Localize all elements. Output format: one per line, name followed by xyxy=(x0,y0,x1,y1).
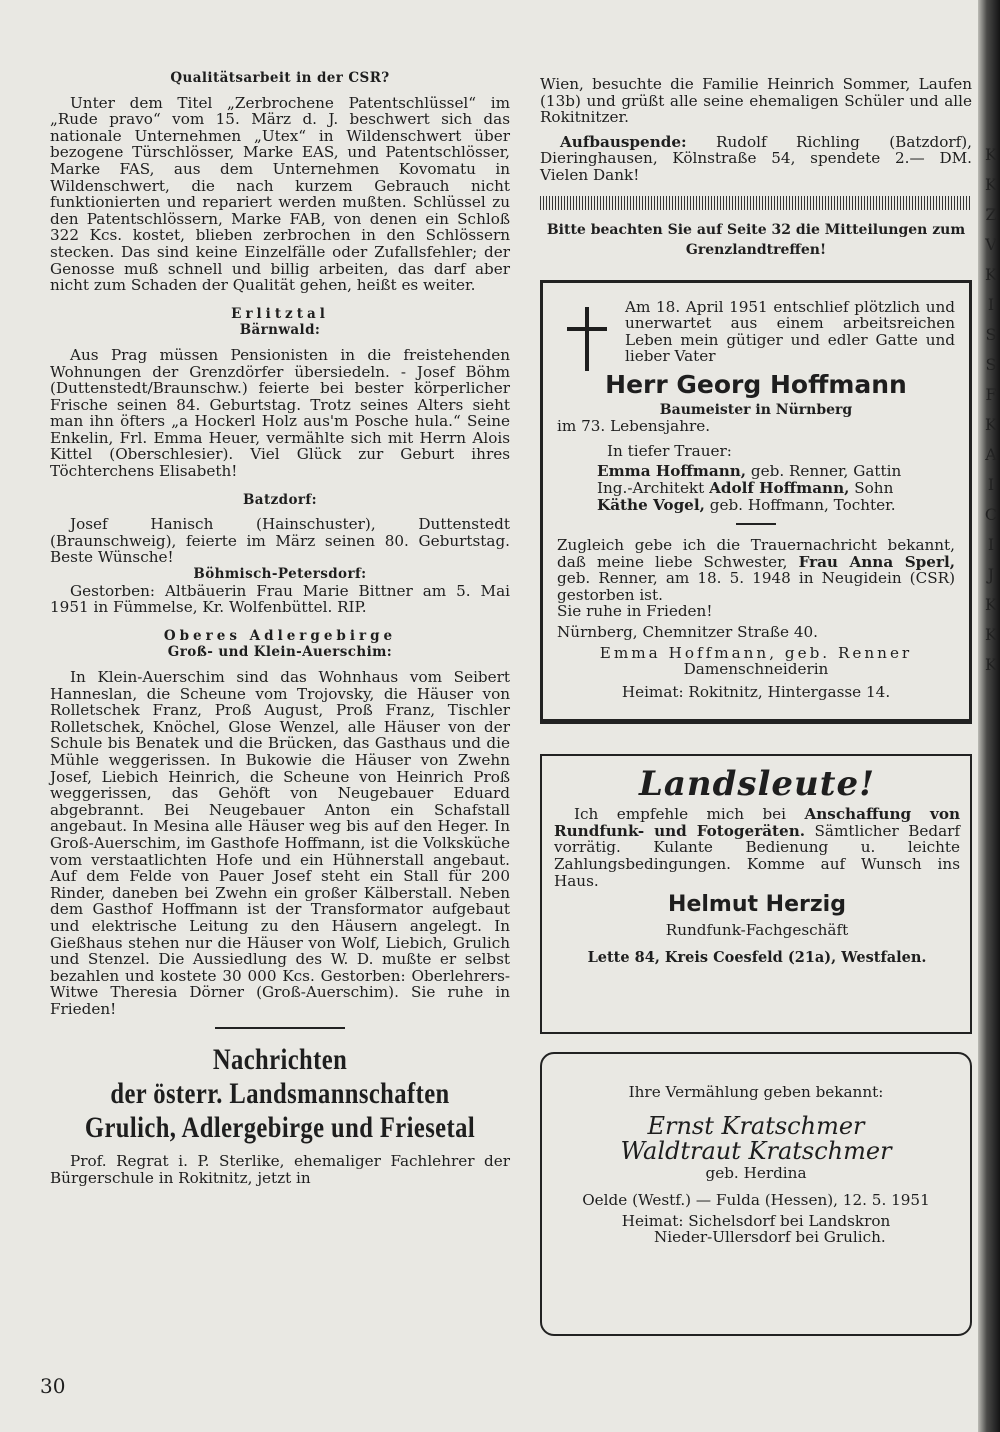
second-notice-rip: Sie ruhe in Frieden! xyxy=(557,602,713,621)
adjacent-page-letter: C xyxy=(984,505,998,524)
obituary-divider xyxy=(736,523,776,525)
section-divider xyxy=(215,1027,345,1029)
obituary-signer: Emma Hoffmann, geb. Renner xyxy=(599,643,913,662)
obituary-homeland: Heimat: Rokitnitz, Hintergasse 14. xyxy=(621,682,891,701)
mourner-2-profession: Ing.-Architekt xyxy=(597,478,705,497)
region-heading-adlergebirge: Oberes Adlergebirge xyxy=(163,627,397,644)
mourning-label: In tiefer Trauer: xyxy=(607,441,732,460)
place-heading-batzdorf: Batzdorf: xyxy=(242,491,317,508)
adjacent-page-letter: J xyxy=(987,565,995,584)
article-sterlike-continued: Wien, besuchte die Familie Heinrich Sommer, Laufen (13b) und grüßt alle seine ehemaligen Schüler und alle Rokitnitzer. xyxy=(540,75,972,127)
adjacent-page-letter: K xyxy=(985,655,997,674)
place-heading-boehmisch-petersdorf: Böhmisch-Petersdorf: xyxy=(193,566,367,583)
mourner-3-name: Käthe Vogel, xyxy=(597,495,705,514)
adjacent-page-letter: I xyxy=(987,535,995,554)
second-notice-intro: Zugleich gebe ich die Trauernachricht bekannt, daß meine liebe Schwester, xyxy=(557,536,955,571)
obituary-intro: Am 18. April 1951 entschlief plötzlich und unerwartet aus einem arbeitsreichen Leben mein gütiger und edler Gatte und lieber Vater xyxy=(625,297,955,366)
ad-text-intro: Ich empfehle mich bei xyxy=(574,805,787,824)
advertisement-box xyxy=(540,754,972,1034)
obituary-box xyxy=(540,280,972,724)
adjacent-page-letter: K xyxy=(985,145,997,164)
adjacent-page-letter: I xyxy=(987,475,995,494)
mourner-1-detail: geb. Renner, Gattin xyxy=(750,462,902,481)
place-heading-baernwald: Bärnwald: xyxy=(239,322,321,339)
big-title-line-2: der österr. Landsmannschaften xyxy=(110,1077,450,1111)
ad-text xyxy=(554,806,960,889)
adjacent-page-letter: K xyxy=(985,265,997,284)
deceased-title: Baumeister in Nürnberg xyxy=(659,401,853,418)
adjacent-page-letter: I xyxy=(987,295,995,314)
section-heading-quality: Qualitätsarbeit in der CSR? xyxy=(170,70,390,86)
second-deceased-name: Frau Anna Sperl, xyxy=(798,552,956,571)
left-column xyxy=(50,70,510,1187)
deceased-age: im 73. Lebensjahre. xyxy=(557,417,711,436)
adjacent-page-letter: F xyxy=(985,385,997,404)
page-number: 30 xyxy=(40,1374,66,1398)
second-notice xyxy=(557,537,955,603)
adjacent-page-letter: K xyxy=(985,415,997,434)
dotted-divider xyxy=(540,196,972,210)
place-heading-auerschim: Groß- und Klein-Auerschim: xyxy=(167,644,393,661)
ad-address: Lette 84, Kreis Coesfeld (21a), Westfalen. xyxy=(587,949,927,967)
mourner-3-detail: geb. Hoffmann, Tochter. xyxy=(709,495,896,514)
wedding-homeland-2: Nieder-Ullersdorf bei Grulich. xyxy=(654,1228,886,1247)
mourner-2-detail: Sohn xyxy=(854,478,894,497)
obituary-address: Nürnberg, Chemnitzer Straße 40. xyxy=(557,623,819,642)
ad-text-rest: Sämtlicher Bedarf vorrätig. Kulante Bedienung u. leichte Zahlungsbedingungen. Komme auf Wunsch ins Haus. xyxy=(554,821,961,890)
donation-text: Rudolf Richling (Batzdorf), Dieringhausen, Kölnstraße 54, spendete 2.— DM. Vielen Dank! xyxy=(540,132,972,184)
bride-maiden-name: geb. Herdina xyxy=(705,1164,807,1183)
adjacent-page-letter: Z xyxy=(985,205,997,224)
mourner-1-name: Emma Hoffmann, xyxy=(597,462,747,481)
adjacent-page-letter: A xyxy=(985,445,997,464)
ad-business-type: Rundfunk-Fachgeschäft xyxy=(665,920,849,939)
right-column xyxy=(540,76,972,1336)
wedding-announcement-box xyxy=(540,1052,972,1336)
ad-text-bold: Anschaffung von Rundfunk- und Fotogeräten. xyxy=(554,805,960,840)
second-notice-detail: geb. Renner, am 18. 5. 1948 in Neugidein (CSR) gestorben ist. xyxy=(557,569,955,604)
article-sterlike: Prof. Regrat i. P. Sterlike, ehemaliger Fachlehrer der Bürgerschule in Rokitnitz, jetzt in xyxy=(50,1152,510,1188)
region-heading-erlitztal: Erlitztal xyxy=(231,305,329,322)
wedding-places-date: Oelde (Westf.) — Fulda (Hessen), 12. 5. 1951 xyxy=(582,1190,930,1209)
mourner-3 xyxy=(597,497,955,514)
article-batzdorf: Josef Hanisch (Hainschuster), Duttenstedt (Braunschweig), feierte im März seinen 80. Geburtstag. Beste Wünsche! xyxy=(50,515,510,567)
donation-note xyxy=(540,134,972,184)
big-title-line-1: Nachrichten xyxy=(212,1043,348,1077)
wedding-intro: Ihre Vermählung geben bekannt: xyxy=(628,1082,884,1101)
ad-headline: Landsleute! xyxy=(638,763,876,804)
article-auerschim: In Klein-Auerschim sind das Wohnhaus vom Seibert Hanneslan, die Scheune vom Trojovsky, die Häuser von Rolletschek Franz, Proß August, Proß Franz, Tischler Rolletschek, Knöchel, Glose Wenzel, alle Häuser von der Schule bis Benatek und die Brücken, das Gasthaus und die Mühle weggerissen. In Bukowie die Häuser von Zwehn Josef, Liebich Heinrich, die Scheune von Heinrich Proß weggerissen, das Gehöft von Neugebauer Eduard abgebrannt. Bei Neugebauer Anton ein Schafstall angebaut. In Mesina alle Häuser weg bis auf den Heger. In Groß-Auerschim, im Gasthofe Hoffmann, ist die Volksküche vom verstaatlichten Hofe und ein Hühnerstall angebaut. Auf dem Felde von Pauer Josef steht ein Stall für 200 Rinder, daneben bei Zwehn ein großer Kälberstall. Neben dem Gasthof Hoffmann ist der Transformator aufgebaut und elektrische Leitung zu den Häusern angelegt. In Gießhaus stehen nur die Häuser von Wolf, Liebich, Grulich und Stenzel. Die Aussiedlung des W. D. mußte er selbst bezahlen und kostete 30 000 Kcs. Gestorben: Oberlehrers-Witwe Theresia Dörner (Groß-Auerschim). Sie ruhe in Frieden! xyxy=(50,668,510,1018)
wedding-homeland-1: Heimat: Sichelsdorf bei Landskron xyxy=(621,1211,891,1230)
article-boehmisch-petersdorf: Gestorben: Altbäuerin Frau Marie Bittner am 5. Mai 1951 in Fümmelse, Kr. Wolfenbüttel. RIP. xyxy=(50,581,510,617)
donation-label: Aufbauspende: xyxy=(560,132,687,151)
obituary-signer-job: Damenschneiderin xyxy=(683,660,829,679)
adjacent-page-letters xyxy=(984,140,998,680)
deceased-name: Herr Georg Hoffmann xyxy=(605,369,907,399)
adjacent-page-letter: K xyxy=(985,175,997,194)
adjacent-page-letter: V xyxy=(985,235,997,254)
big-title-line-3: Grulich, Adlergebirge und Friesetal xyxy=(84,1111,476,1145)
mourner-1 xyxy=(597,463,955,480)
groom-name: Ernst Kratschmer xyxy=(647,1112,865,1141)
cross-icon xyxy=(567,307,607,367)
mourner-2-name: Adolf Hoffmann, xyxy=(709,478,850,497)
adjacent-page-letter: K xyxy=(985,625,997,644)
article-quality: Unter dem Titel „Zerbrochene Patentschlüssel“ im „Rude pravo“ vom 15. März d. J. beschwert sich das nationale Unternehmen „Utex“ in Wildenschwert über bezogene Türschlösser, Marke EAS, und Patentschlösser, Marke FAS, aus dem Unternehmen Kovomatu in Wildenschwert, die nach kurzem Gebrauch nicht funktionierten und repariert werden mußten. Schlüssel zu den Patentschlössern, Marke FAB, von denen ein Schloß 322 Kcs. kostet, blieben zerbrochen in den Schlössern stecken. Das sind keine Einzelfälle oder Zufallsfehler; der Genosse muß schnell und billig arbeiten, das darf aber nicht zum Schaden der Qualität gehen, heißt es weiter. xyxy=(50,93,510,295)
article-baernwald: Aus Prag müssen Pensionisten in die freistehenden Wohnungen der Grenzdörfer übersiedeln. - Josef Böhm (Duttenstedt/Braunschw.) feierte bei bester körperlicher Frische seinen 84. Geburtstag. Trotz seines Alters sieht man ihn öfters „a Hockerl Holz aus'm Posche hula.“ Seine Enkelin, Frl. Emma Heuer, vermählte sich mit Herrn Alois Kittel (Oberschlesier). Viel Glück zur Geburt ihres Töchterchens Elisabeth! xyxy=(50,345,510,481)
ad-merchant-name: Helmut Herzig xyxy=(668,892,846,918)
adjacent-page-letter: S xyxy=(985,325,997,344)
mourner-2 xyxy=(597,480,955,497)
bride-name: Waldtraut Kratschmer xyxy=(620,1136,892,1165)
adjacent-page-letter: S xyxy=(985,355,997,374)
adjacent-page-letter: K xyxy=(985,595,997,614)
meeting-notice: Bitte beachten Sie auf Seite 32 die Mitteilungen zum Grenzlandtreffen! xyxy=(546,221,966,258)
